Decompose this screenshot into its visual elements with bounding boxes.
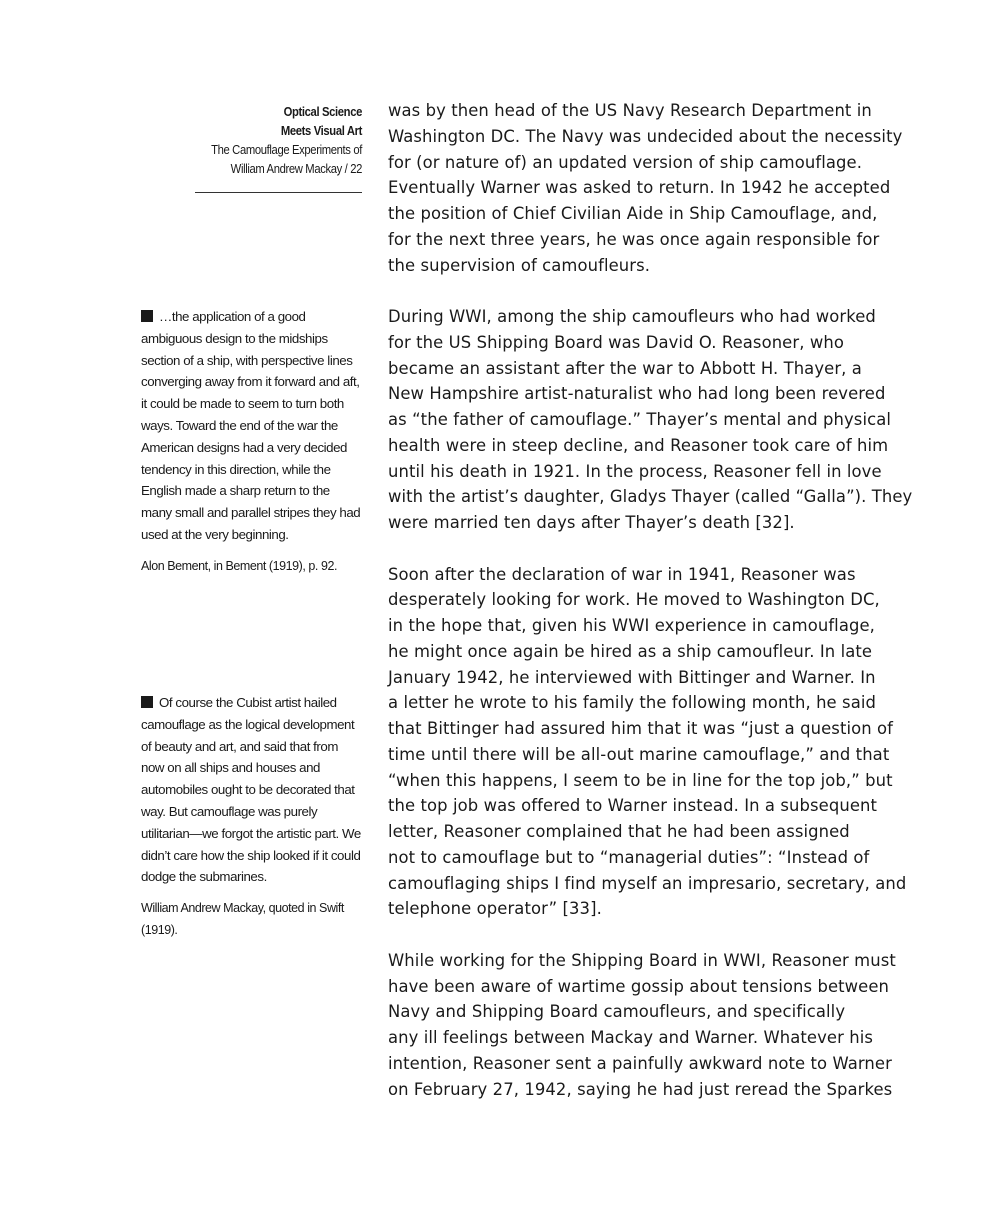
text-line: he might once again be hired as a ship camoufleur. In late — [388, 641, 873, 661]
text-line: for the next three years, he was once again responsible for — [388, 229, 880, 249]
sidenote-quote-text: Of course the Cubist artist hailed camouflage as the logical development of beauty and art, and said that from now on all ships and houses and automobiles ought to be decorated that way. But camouflage was purely utilitarian—we forgot the artistic part. We didn’t care how the ship looked if it could dodge the submarines. — [141, 695, 361, 885]
sidenote-citation: Alon Bement, in Bement (1919), p. 92. — [141, 558, 337, 573]
text-line: in the hope that, given his WWI experience in camouflage, — [388, 616, 875, 635]
text-line: camouflaging ships I find myself an impresario, secretary, and — [388, 873, 907, 893]
text-line: While working for the Shipping Board in WWI, Reasoner must — [388, 950, 896, 970]
sidenote-quote-text: …the application of a good ambiguous design to the midships section of a ship, with perspective lines converging away from it forward and aft, it could be made to seem to turn both ways. Toward the end of the war the American designs had a very decided tendency in this direction, while the English made a sharp return to the many small and parallel stripes they had used at the very beginning. — [141, 309, 361, 542]
text-line: have been aware of wartime gossip about tensions between — [388, 976, 890, 996]
text-line: Navy and Shipping Board camoufleurs, and specifically — [388, 1002, 846, 1022]
text-line: the position of Chief Civilian Aide in Ship Camouflage, and, — [388, 204, 878, 223]
text-line: intention, Reasoner sent a painfully awkward note to Warner — [388, 1053, 892, 1073]
square-bullet-icon — [141, 310, 153, 322]
text-line: as “the father of camouflage.” Thayer’s mental and physical — [388, 410, 892, 429]
header-subtitle-line: The Camouflage Experiments of — [211, 143, 362, 157]
text-line: desperately looking for work. He moved to Washington DC, — [388, 590, 880, 610]
body-paragraph — [388, 98, 928, 278]
text-line: for (or nature of) an updated version of ship camouflage. — [388, 152, 863, 172]
text-line: New Hampshire artist-naturalist who had long been revered — [388, 384, 886, 404]
text-line: Soon after the declaration of war in 1941, Reasoner was — [388, 564, 856, 584]
text-line: During WWI, among the ship camoufleurs who had worked — [388, 307, 876, 326]
text-line: the supervision of camoufleurs. — [388, 255, 651, 275]
text-line: any ill feelings between Mackay and Warner. Whatever his — [388, 1028, 874, 1047]
text-line: “when this happens, I seem to be in line for the top job,” but — [388, 770, 893, 790]
text-line: health were in steep decline, and Reasoner took care of him — [388, 435, 889, 455]
text-line: became an assistant after the war to Abbott H. Thayer, a — [388, 358, 862, 378]
text-line: a letter he wrote to his family the following month, he said — [388, 693, 876, 713]
body-paragraph — [388, 304, 928, 536]
sidenote-quote — [141, 306, 363, 546]
sidenote-citation: William Andrew Mackay, quoted in Swift (1919). — [141, 901, 344, 938]
header-title-line: Optical Science — [283, 105, 362, 119]
sidenote-quote — [141, 692, 363, 888]
text-line: was by then head of the US Navy Research Department in — [388, 101, 872, 120]
text-line: letter, Reasoner complained that he had been assigned — [388, 822, 850, 841]
body-paragraph — [388, 562, 928, 923]
text-line: that Bittinger had assured him that it was “just a question of — [388, 719, 894, 738]
header-title-line: Meets Visual Art — [280, 124, 362, 138]
text-line: Washington DC. The Navy was undecided about the necessity — [388, 126, 903, 146]
body-paragraph — [388, 948, 928, 1103]
sidenote — [141, 692, 363, 941]
text-line: for the US Shipping Board was David O. Reasoner, who — [388, 332, 844, 352]
text-line: not to camouflage but to “managerial duties”: “Instead of — [388, 847, 870, 867]
square-bullet-icon — [141, 696, 153, 708]
text-line: were married ten days after Thayer’s death [32]. — [388, 513, 795, 532]
text-line: with the artist’s daughter, Gladys Thayer (called “Galla”). They — [388, 487, 913, 507]
sidenote — [141, 306, 363, 577]
text-line: the top job was offered to Warner instead. In a subsequent — [388, 796, 878, 816]
header-divider — [195, 192, 362, 193]
text-line: January 1942, he interviewed with Bittinger and Warner. In — [388, 667, 876, 687]
text-line: time until there will be all-out marine camouflage,” and that — [388, 744, 890, 764]
main-text-column — [388, 98, 928, 1128]
header-subtitle-line: William Andrew Mackay / 22 — [230, 162, 362, 176]
text-line: on February 27, 1942, saying he had just reread the Sparkes — [388, 1079, 893, 1099]
text-line: Eventually Warner was asked to return. In 1942 he accepted — [388, 178, 891, 198]
text-line: telephone operator” [33]. — [388, 899, 602, 919]
text-line: until his death in 1921. In the process, Reasoner fell in love — [388, 461, 882, 481]
running-header — [164, 103, 362, 179]
